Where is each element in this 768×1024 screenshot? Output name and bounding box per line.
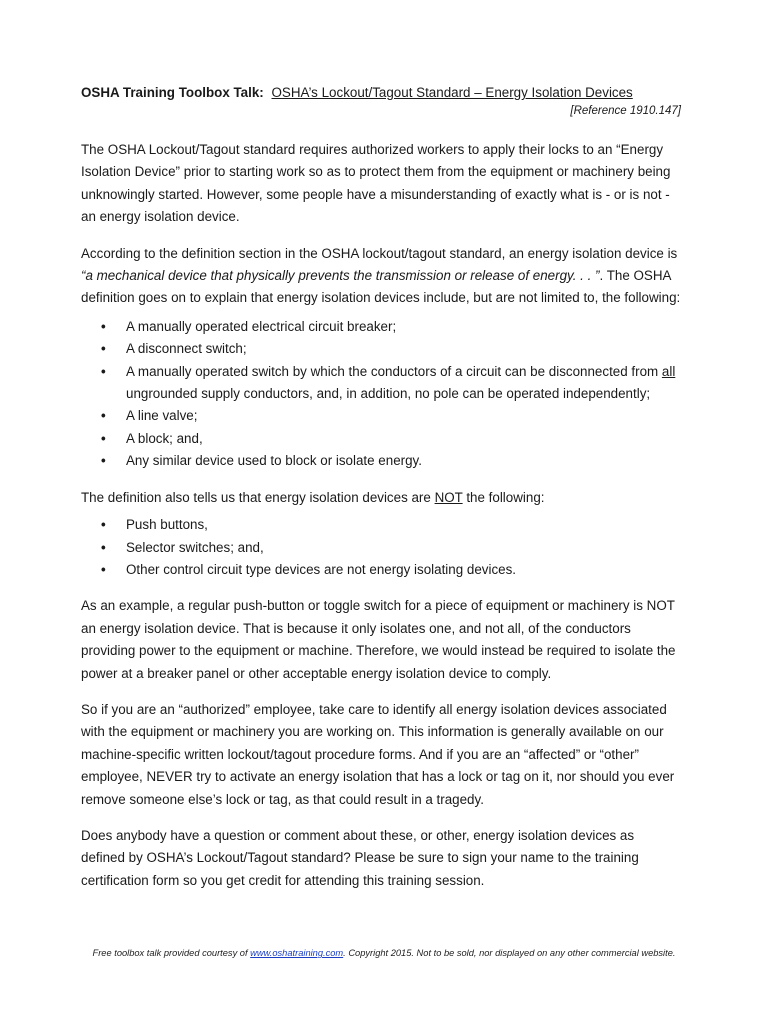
list-item: • A manually operated switch by which the conductors of a circuit can be disconnected from all ungrounded supply conductors, and, in addition, no pole can be operated independently; [81,361,681,406]
closing-paragraph: Does anybody have a question or comment about these, or other, energy isolation devices as defined by OSHA’s Lockout/Tagout standard? Please be sure to sign your name to the training certification form so you get credit for attending this training session. [81,827,639,888]
intro-paragraph: The OSHA Lockout/Tagout standard requires authorized workers to apply their locks to an “Energy Isolation Device” prior to starting work so as to protect them from the equipment or machinery being unknowingly started. However, some people have a misunderstanding of exactly what is - or is not - an energy isolation device. [81,142,671,225]
definition-quote: “a mechanical device that physically prevents the transmission or release of energy. . . ” [81,268,600,284]
list-item: • Push buttons, [81,514,681,536]
title-prefix: OSHA Training Toolbox Talk: [81,85,264,100]
list-item: • A manually operated electrical circuit breaker; [81,316,681,338]
guidance-paragraph: So if you are an “authorized” employee, take care to identify all energy isolation devices associated with the equipment or machinery you are working on. This information is generally available on our machine-specific written lockout/tagout procedure forms. And if you are an “affected” or “other” employee, NEVER try to activate an energy isolation that has a lock or tag on it, nor should you ever remove someone else’s lock or tag, as that could result in a tragedy. [81,701,675,807]
excludes-list [81,514,681,581]
definition-paragraph [81,243,681,310]
list-item: • Any similar device used to block or isolate energy. [81,450,681,472]
page-title [81,84,681,102]
list-item: • Other control circuit type devices are not energy isolating devices. [81,559,681,581]
footer-link[interactable]: www.oshatraining.com [250,948,344,958]
page-footer: Free toolbox talk provided courtesy of www.oshatraining.com. Copyright 2015. Not to be sold, nor displayed on any other commercial website. [92,948,676,958]
definition-tail: . The OSHA definition goes on to explain that energy isolation devices include, but are not limited to, the following: [81,268,681,306]
example-paragraph: As an example, a regular push-button or toggle switch for a piece of equipment or machinery is NOT an energy isolation device. That is because it only isolates one, and not all, of the conductors providing power to the equipment or machine. Therefore, we would instead be required to isolate the power at a breaker panel or other acceptable energy isolation device to comply. [81,598,676,681]
includes-list [81,316,681,473]
title-subject: OSHA’s Lockout/Tagout Standard – Energy Isolation Devices [271,85,633,100]
reference-note: [Reference 1910.147] [570,105,681,117]
list-item: • Selector switches; and, [81,537,681,559]
definition-lead: According to the definition section in the OSHA lockout/tagout standard, an energy isolation device is [81,245,678,261]
emphasis-not: NOT [434,489,463,505]
not-intro-paragraph: The definition also tells us that energy isolation devices are NOT the following: [81,489,545,505]
list-item: • A disconnect switch; [81,338,681,360]
document-page [81,84,681,892]
emphasis-all: all [661,363,676,379]
list-item: • A block; and, [81,428,681,450]
list-item: • A line valve; [81,405,681,427]
